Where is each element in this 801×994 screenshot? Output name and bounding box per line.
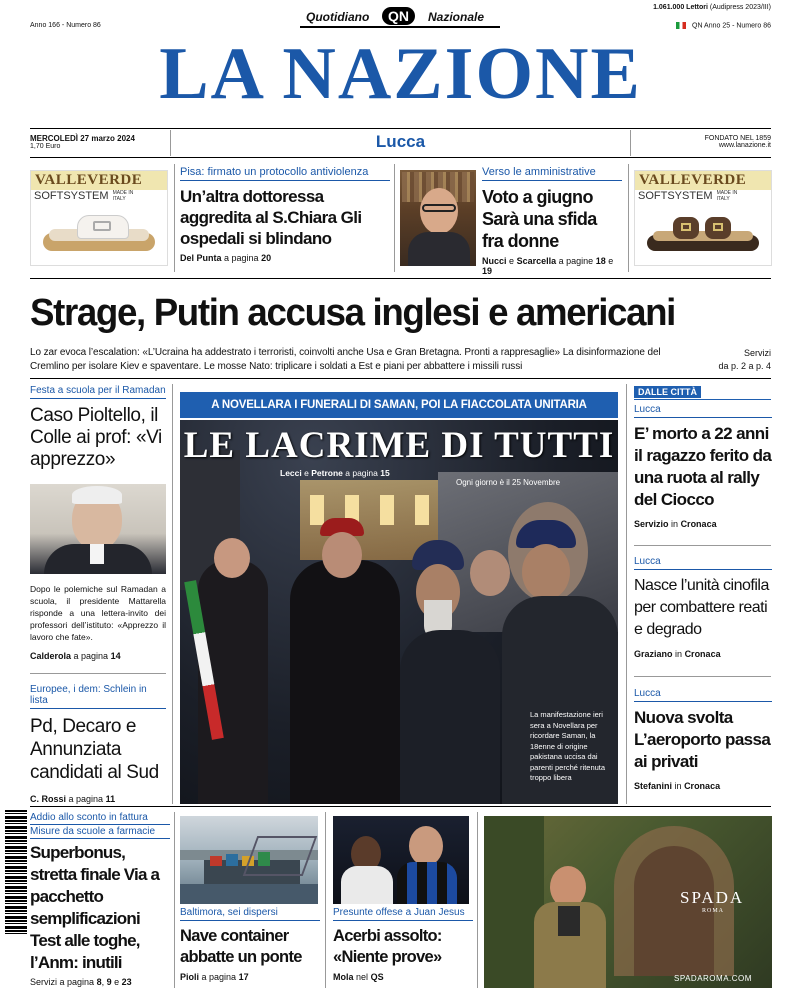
acerbi-signature: Mola nel QS bbox=[333, 972, 384, 982]
divider-bottom-3 bbox=[477, 812, 478, 988]
masthead-left-top: Anno 166 - Numero 86 bbox=[30, 22, 101, 29]
main-headline[interactable]: Strage, Putin accusa inglesi e americani bbox=[30, 292, 676, 334]
sandal-brown-image bbox=[647, 215, 759, 257]
top-story-left-signature: Del Punta a pagina 20 bbox=[180, 253, 272, 263]
top-story-right-headline[interactable]: Voto a giugno Sarà una sfida fra donne bbox=[482, 187, 597, 251]
saman-vigil-photo[interactable] bbox=[180, 420, 618, 804]
right-rule-2 bbox=[634, 676, 771, 677]
pioltello-kicker[interactable]: Festa a scuola per il Ramadan bbox=[30, 385, 166, 399]
city-story-1-signature: Servizio in Cronaca bbox=[634, 519, 717, 529]
barcode bbox=[5, 810, 27, 936]
divider-bottom-2 bbox=[325, 812, 326, 988]
qn-right-label: Nazionale bbox=[428, 10, 485, 24]
spada-brand: SPADA bbox=[680, 888, 745, 907]
divider-top-2 bbox=[394, 164, 395, 272]
decaro-headline[interactable]: Pd, Decaro e Annunziata candidati al Sud bbox=[30, 716, 159, 783]
valleverde-brand-right: VALLEVERDE bbox=[635, 171, 771, 190]
saman-poster-text: Ogni giorno è il 25 Novembre bbox=[456, 478, 561, 487]
spada-url[interactable]: SPADAROMA.COM bbox=[674, 974, 752, 983]
divider-top-3 bbox=[628, 164, 629, 272]
qn-issue: QN Anno 25 - Numero 86 bbox=[692, 22, 771, 30]
candidate-portrait-image bbox=[400, 170, 476, 266]
pioltello-headline[interactable]: Caso Pioltello, il Colle ai prof: «Vi apprezzo» bbox=[30, 405, 162, 470]
city-story-2-kicker[interactable]: Lucca bbox=[634, 556, 772, 570]
acerbi-headline[interactable]: Acerbi assolto: «Niente prove» bbox=[333, 927, 442, 966]
city-story-3-headline[interactable]: Nuova svolta L’aeroporto passa ai privati bbox=[634, 708, 771, 771]
issue-price: 1,70 Euro bbox=[30, 143, 61, 150]
acerbi-kicker[interactable]: Presunte offese a Juan Jesus bbox=[333, 907, 473, 921]
masthead bbox=[0, 0, 801, 130]
top-story-left[interactable] bbox=[180, 166, 390, 263]
city-story-2[interactable] bbox=[634, 556, 772, 659]
strip-bottom-rule bbox=[30, 157, 771, 158]
top-story-left-headline[interactable]: Un’altra dottoressa aggredita al S.Chiara Gli ospedali si blindano bbox=[180, 187, 362, 248]
top-story-right[interactable] bbox=[482, 166, 622, 276]
spada-ad[interactable] bbox=[484, 816, 772, 988]
masthead-right-top bbox=[676, 22, 771, 29]
city-story-3-signature: Stefanini in Cronaca bbox=[634, 781, 721, 791]
dalle-citta-rule bbox=[634, 399, 771, 400]
baltimora-kicker[interactable]: Baltimora, sei dispersi bbox=[180, 907, 320, 921]
edition-name[interactable]: Lucca bbox=[375, 132, 426, 151]
superbonus-kicker-1[interactable]: Addio allo sconto in fattura bbox=[30, 812, 170, 825]
website[interactable]: www.lanazione.it bbox=[718, 142, 771, 149]
decaro-signature: C. Rossi a pagina 11 bbox=[30, 794, 116, 804]
main-servizi-pages: da p. 2 a p. 4 bbox=[718, 361, 771, 371]
divider-bottom-1 bbox=[174, 812, 175, 988]
issue-date: MERCOLEDÌ 27 marzo 2024 bbox=[30, 134, 135, 143]
city-story-1-headline[interactable]: E’ morto a 22 anni il ragazzo ferito da una ruota al rally del Ciocco bbox=[634, 424, 772, 509]
main-servizi-label: Servizi bbox=[743, 348, 771, 358]
superbonus-headline[interactable]: Superbonus, stretta finale Via a pacchetto semplificazioni Test alle toghe, l’Anm: inutili bbox=[30, 843, 160, 972]
readers-source: (Audipress 2023/III) bbox=[709, 4, 771, 11]
superbonus-signature: Servizi a pagina 8, 9 e 23 bbox=[30, 977, 132, 987]
city-story-1[interactable] bbox=[634, 404, 772, 529]
qn-strip bbox=[300, 6, 500, 28]
founded-year: FONDATO NEL 1859 bbox=[704, 135, 771, 142]
divider-left-col bbox=[172, 384, 173, 804]
top-row-bottom-rule bbox=[30, 278, 771, 279]
baltimora-signature: Pioli a pagina 17 bbox=[180, 972, 249, 982]
valleverde-ad-right[interactable] bbox=[634, 170, 772, 266]
date-box bbox=[30, 130, 171, 156]
baltimora-story[interactable] bbox=[180, 907, 320, 982]
main-servizi bbox=[700, 347, 771, 373]
pioltello-body: Dopo le polemiche sul Ramadan a scuola, il presidente Mattarella risponde a una lettera-invito dei professori dell’istituto: «Apprezzo il lavoro che fate». bbox=[30, 584, 166, 642]
superbonus-kicker-2[interactable]: Misure da scuole a farmacie bbox=[30, 826, 170, 839]
saman-caption: La manifestazione ieri sera a Novellara per ricordare Saman, la 18enne di origine pakistana uccisa dai parenti perché ritenuta troppo libera bbox=[530, 710, 606, 782]
right-rule-1 bbox=[634, 545, 771, 546]
readers-count: 1.061.000 Lettori bbox=[653, 4, 708, 11]
city-story-3[interactable] bbox=[634, 688, 772, 791]
main-deck-rule bbox=[30, 378, 771, 379]
saman-banner[interactable]: A NOVELLARA I FUNERALI DI SAMAN, POI LA FIACCOLATA UNITARIA bbox=[180, 392, 618, 418]
main-deck[interactable]: Lo zar evoca l’escalation: «L’Ucraina ha addestrato i terroristi, coinvolti anche Usa e Gran Bretagna. Pronti a rappresaglie» La disinformazione del Cremlino per isolare Kiev e spaventare. Le mosse Nato: triplicare i soldati a Est e piani per abbattere i missili russi bbox=[30, 347, 661, 372]
readers-line bbox=[653, 4, 771, 11]
dalle-citta-label[interactable]: DALLE CITTÀ bbox=[634, 386, 701, 398]
pioltello-story[interactable] bbox=[30, 385, 166, 471]
founded-box bbox=[630, 130, 771, 156]
city-story-2-signature: Graziano in Cronaca bbox=[634, 649, 721, 659]
baltimora-headline[interactable]: Nave container abbatte un ponte bbox=[180, 927, 302, 966]
valleverde-made-right: MADE IN ITALY bbox=[716, 190, 738, 202]
city-story-1-kicker[interactable]: Lucca bbox=[634, 404, 772, 418]
valleverde-ad-left[interactable] bbox=[30, 170, 168, 266]
decaro-kicker[interactable]: Europee, i dem: Schlein in lista bbox=[30, 684, 166, 709]
left-rule-1 bbox=[30, 673, 166, 674]
qn-logo: QN bbox=[382, 7, 415, 25]
top-story-right-kicker[interactable]: Verso le amministrative bbox=[482, 166, 622, 181]
top-story-right-signature: Nucci e Scarcella a pagine 18 e 19 bbox=[482, 256, 614, 276]
saman-headline[interactable]: LE LACRIME DI TUTTI bbox=[183, 425, 615, 466]
top-story-left-kicker[interactable]: Pisa: firmato un protocollo antiviolenza bbox=[180, 166, 390, 181]
decaro-story[interactable] bbox=[30, 684, 166, 804]
strip-top-rule bbox=[30, 128, 771, 129]
valleverde-brand: VALLEVERDE bbox=[31, 171, 167, 190]
city-story-2-headline[interactable]: Nasce l’unità cinofila per combattere reati e degrado bbox=[634, 577, 769, 638]
valleverde-sub: SOFTSYSTEM bbox=[34, 190, 109, 202]
divider-right-col bbox=[626, 384, 627, 804]
mattarella-portrait-image bbox=[30, 484, 166, 574]
acerbi-jesus-photo bbox=[333, 816, 469, 904]
pioltello-signature: Calderola a pagina 14 bbox=[30, 651, 121, 661]
newspaper-title[interactable]: LA NAZIONE bbox=[159, 33, 642, 115]
superbonus-story[interactable] bbox=[30, 812, 170, 987]
acerbi-story[interactable] bbox=[333, 907, 473, 982]
spada-city: ROMA bbox=[702, 908, 725, 914]
bottom-row-top-rule bbox=[30, 806, 771, 807]
italy-flag-icon bbox=[676, 22, 686, 29]
qn-left-label: Quotidiano bbox=[306, 10, 370, 24]
valleverde-made: MADE IN ITALY bbox=[112, 190, 134, 202]
saman-signature: Lecci e Petrone a pagina 15 bbox=[280, 468, 390, 478]
sandal-white-image bbox=[43, 215, 155, 257]
valleverde-sub-right: SOFTSYSTEM bbox=[638, 190, 713, 202]
city-story-3-kicker[interactable]: Lucca bbox=[634, 688, 772, 702]
baltimore-bridge-photo bbox=[180, 816, 318, 904]
divider-top-1 bbox=[174, 164, 175, 272]
